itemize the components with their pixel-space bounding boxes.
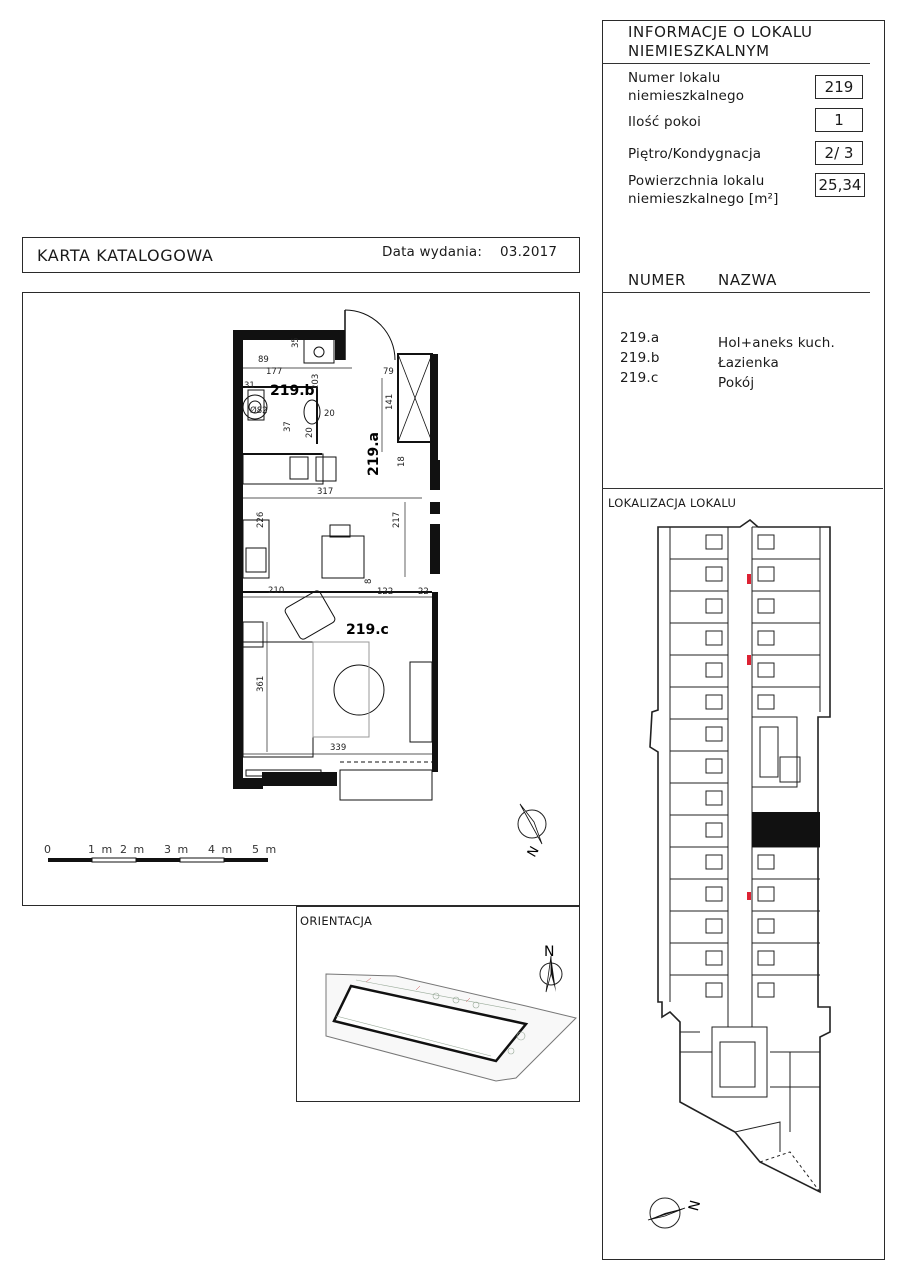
dim-label: Ø82 xyxy=(250,406,268,416)
room-number: 219.b xyxy=(620,350,660,366)
value-rooms: 1 xyxy=(815,108,863,132)
unit-bath-right xyxy=(758,951,774,965)
location-north-label: N xyxy=(685,1198,705,1213)
dim-label: 18 xyxy=(397,456,407,467)
unit-bath-left xyxy=(706,599,722,613)
location-divider xyxy=(602,488,883,489)
room-name: Pokój xyxy=(718,375,755,391)
dim-label: 20 xyxy=(305,427,315,438)
orientation-north-label: N xyxy=(544,944,555,960)
orientation-compass xyxy=(540,944,562,992)
plan-room-label: 219.b xyxy=(270,383,315,399)
unit-bath-right xyxy=(758,535,774,549)
unit-bath-left xyxy=(706,727,722,741)
scale-label: 5 m xyxy=(252,843,278,856)
value-number: 219 xyxy=(815,75,863,99)
unit-bath-left xyxy=(706,983,722,997)
unit-bath-right xyxy=(758,663,774,677)
scale-label: 1 m xyxy=(88,843,114,856)
unit-bath-left xyxy=(706,567,722,581)
room-name: Hol+aneks kuch. xyxy=(718,335,835,351)
room-number: 219.a xyxy=(620,330,660,346)
unit-bath-left xyxy=(706,535,722,549)
unit-bath-left xyxy=(706,791,722,805)
value-floor: 2/ 3 xyxy=(815,141,863,165)
scale-label: 3 m xyxy=(164,843,190,856)
dim-label: 203 xyxy=(311,373,321,390)
plan-north-label: N xyxy=(524,844,543,860)
orientation-title: ORIENTACJA xyxy=(300,914,373,928)
dim-label: 31 xyxy=(244,381,255,391)
unit-bath-right xyxy=(758,695,774,709)
dim-label: 339 xyxy=(330,743,347,753)
highlighted-unit xyxy=(752,812,820,847)
scale-bar xyxy=(48,858,268,862)
dim-label: 177 xyxy=(266,367,283,377)
dim-label: 217 xyxy=(392,511,402,528)
location-title: LOKALIZACJA LOKALU xyxy=(608,496,737,510)
unit-bath-right xyxy=(758,855,774,869)
unit-bath-left xyxy=(706,855,722,869)
room-name: Łazienka xyxy=(718,355,780,371)
unit-bath-left xyxy=(706,631,722,645)
unit-bath-left xyxy=(706,759,722,773)
rooms-header-name: NAZWA xyxy=(718,271,778,289)
unit-bath-left xyxy=(706,663,722,677)
unit-bath-left xyxy=(706,695,722,709)
date-label: Data wydania: xyxy=(382,244,483,260)
dim-label: 79 xyxy=(383,367,394,377)
info-title: INFORMACJE O LOKALU NIEMIESZKALNYM xyxy=(628,23,813,60)
unit-bath-left xyxy=(706,951,722,965)
unit-bath-right xyxy=(758,919,774,933)
plan-room-label: 219.c xyxy=(346,622,389,638)
row-label-floor: Piętro/Kondygnacja xyxy=(628,146,762,162)
card-title: KARTA KATALOGOWA xyxy=(37,246,214,265)
scale-label: 2 m xyxy=(120,843,146,856)
orientation-map xyxy=(296,906,578,1100)
scale-label: 4 m xyxy=(208,843,234,856)
unit-bath-left xyxy=(706,919,722,933)
row-label-rooms: Ilość pokoi xyxy=(628,114,702,130)
unit-bath-right xyxy=(758,631,774,645)
value-area: 25,34 xyxy=(815,173,865,197)
dim-label: 20 xyxy=(324,409,335,419)
dim-label: 35 xyxy=(291,337,301,348)
room-number: 219.c xyxy=(620,370,659,386)
dim-label: 122 xyxy=(377,587,394,597)
plan-room-label: 219.a xyxy=(366,432,382,476)
dim-label: 89 xyxy=(258,355,269,365)
unit-bath-right xyxy=(758,567,774,581)
dim-label: 317 xyxy=(317,487,334,497)
unit-bath-right xyxy=(758,983,774,997)
row-label-number: Numer lokalu niemieszkalnego xyxy=(628,70,745,104)
dim-label: 210 xyxy=(268,586,285,596)
unit-bath-right xyxy=(758,599,774,613)
location-building-plan xyxy=(640,512,840,1202)
row-label-area: Powierzchnia lokalu niemieszkalnego [m²] xyxy=(628,173,779,207)
plan-compass xyxy=(518,804,546,860)
rooms-header-underline xyxy=(602,292,870,293)
info-title-underline xyxy=(602,63,870,64)
dim-label: 361 xyxy=(256,675,266,692)
scale-label: 0 xyxy=(44,843,53,856)
unit-bath-left xyxy=(706,823,722,837)
floor-plan xyxy=(22,292,578,904)
date-value: 03.2017 xyxy=(500,244,558,260)
location-compass xyxy=(640,1188,720,1238)
dim-label: 22 xyxy=(418,587,429,597)
dim-label: 8 xyxy=(364,578,374,584)
dim-label: 226 xyxy=(256,511,266,528)
dim-label: 37 xyxy=(283,421,293,432)
unit-bath-right xyxy=(758,887,774,901)
rooms-header-number: NUMER xyxy=(628,271,687,289)
dim-label: 141 xyxy=(385,393,395,410)
unit-bath-left xyxy=(706,887,722,901)
